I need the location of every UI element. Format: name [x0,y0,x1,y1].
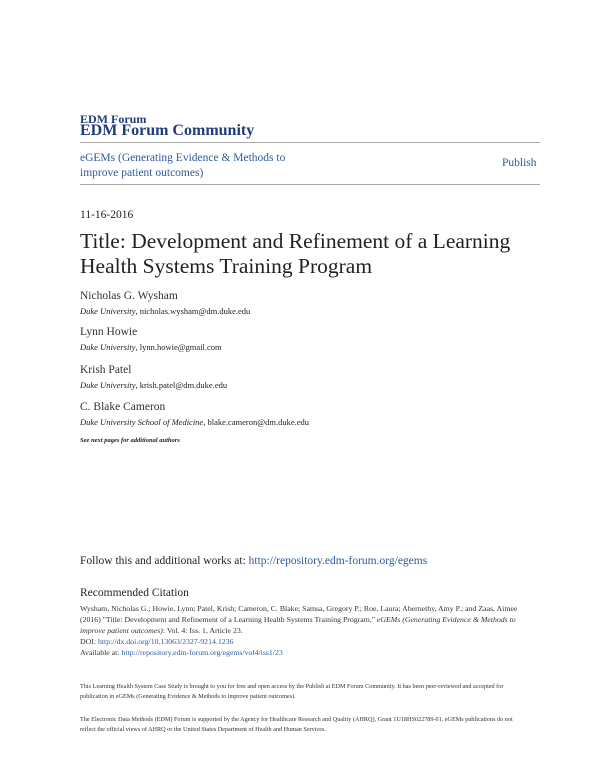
publication-date: 11-16-2016 [80,209,134,221]
recommended-citation-heading: Recommended Citation [80,587,189,599]
series-link[interactable]: eGEMs (Generating Evidence & Methods to improve patient outcomes) [80,152,286,179]
divider [80,142,540,143]
org-name-large[interactable]: EDM Forum Community [80,122,255,139]
divider [80,184,540,185]
author-affiliation: Duke University, lynn.howie@gmail.com [80,342,222,352]
author-name: C. Blake Cameron [80,401,166,413]
author-name: Krish Patel [80,364,132,376]
author-affiliation: Duke University, nicholas.wysham@dm.duke.edu [80,306,251,316]
author-affiliation: Duke University School of Medicine, blake.cameron@dm.duke.edu [80,417,309,427]
author-name: Lynn Howie [80,326,138,338]
author-name: Nicholas G. Wysham [80,290,178,302]
paper-title: Title: Development and Refinement of a Learning Health Systems Training Program [80,229,511,278]
publish-link[interactable]: Publish [502,157,537,169]
see-next-note: See next pages for additional authors [80,437,180,444]
citation-text: Wysham, Nicholas G.; Howie, Lynn; Patel, Krish; Cameron, C. Blake; Samsa, Gregory P.; Roe, Laura; Abernethy, Amy P.; and Zaas, Aimee (2016) "Title: Development and Refinement of a Learning Health Systems Training Program," eGEMs (Generating Evidence & Methods to improve patient outcomes): Vol. 4: Iss. 1, Article 23. DOI: http://dx.doi.org/10.13063/2327-9214.1236 Available at: http://repository.edm-forum.org/egems/vol4/iss1/23 [80,604,518,657]
follow-line: Follow this and additional works at: http://repository.edm-forum.org/egems [80,555,428,567]
follow-link[interactable]: http://repository.edm-forum.org/egems [248,555,428,567]
org-name-small: EDM Forum [80,112,147,126]
available-link[interactable]: http://repository.edm-forum.org/egems/vol4/iss1/23 [121,648,283,657]
doi-link[interactable]: http://dx.doi.org/10.13063/2327-9214.1236 [97,637,234,646]
author-affiliation: Duke University, krish.patel@dm.duke.edu [80,380,228,390]
footer-paragraph: This Learning Health System Case Study is brought to you for free and open access by the Publish at EDM Forum Community. It has been peer-reviewed and accepted for publication in eGEMs (Generating Evidence & Methods to improve patient outcomes). [80,683,504,700]
footer-paragraph: The Electronic Data Methods (EDM) Forum is supported by the Agency for Healthcare Research and Quality (AHRQ), Grant 1U18HS022789-01. eGEMs publications do not reflect the official views of AHRQ or the United States Department of Health and Human Services. [80,716,513,733]
